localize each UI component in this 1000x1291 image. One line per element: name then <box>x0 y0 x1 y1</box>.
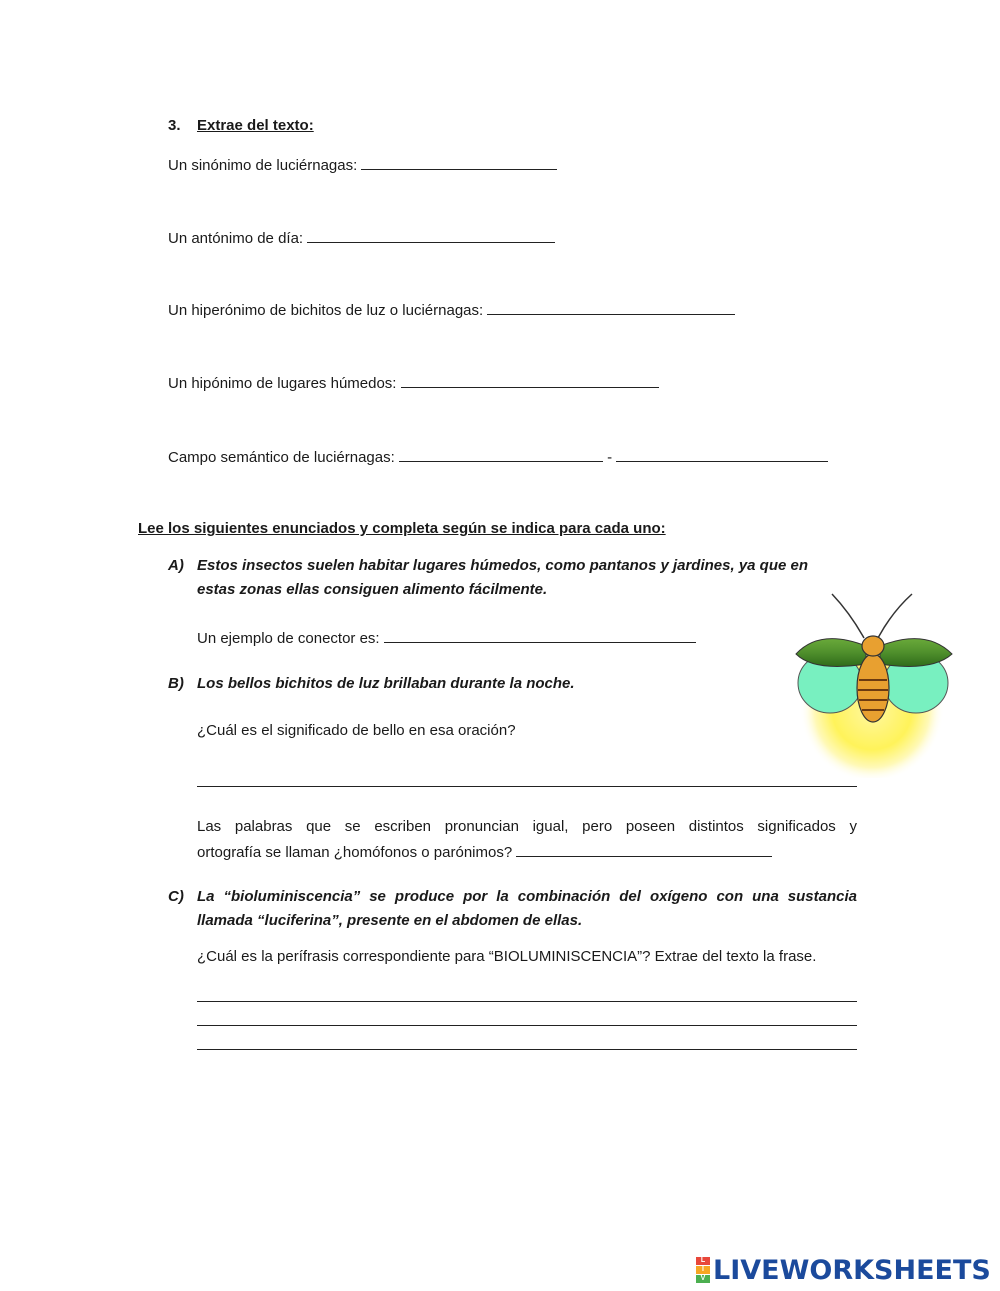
periphrasis-answer-line-2[interactable] <box>197 1025 857 1026</box>
synonym-prompt <box>168 155 557 174</box>
semantic-field-answer-blank-2[interactable] <box>616 447 828 462</box>
liveworksheets-logo <box>696 1253 991 1287</box>
synonym-label: Un sinónimo de luciérnagas: <box>168 157 358 174</box>
item-a-letter: A) <box>168 557 184 574</box>
connector-label: Un ejemplo de conector es: <box>197 630 380 647</box>
hyponym-label: Un hipónimo de lugares húmedos: <box>168 375 397 392</box>
homophone-question-line2: ortografía se llaman ¿homófonos o parónimos? <box>197 844 513 861</box>
hypernym-label: Un hiperónimo de bichitos de luz o luciérnagas: <box>168 302 484 319</box>
item-a-sentence-line1: Estos insectos suelen habitar lugares húmedos, como pantanos y jardines, ya que en <box>197 557 809 574</box>
semantic-field-label: Campo semántico de luciérnagas: <box>168 449 395 466</box>
homophone-question-line2-wrap <box>197 842 772 861</box>
section-number: 3. <box>168 117 181 134</box>
item-c-sentence-line2: llamada “luciferina”, presente en el abdomen de ellas. <box>197 912 583 929</box>
connector-answer-blank[interactable] <box>384 628 696 643</box>
abdomen <box>857 654 889 722</box>
item-c-sentence-line1: La “bioluminiscencia” se produce por la combinación del oxígeno con una sustancia <box>197 888 857 905</box>
firefly-illustration <box>780 588 960 778</box>
semantic-field-dash: - <box>607 449 613 466</box>
section-title: Extrae del texto: <box>197 117 314 134</box>
item-b-letter: B) <box>168 675 184 692</box>
hyponym-prompt <box>168 373 659 392</box>
periphrasis-question: ¿Cuál es la perífrasis correspondiente para “BIOLUMINISCENCIA”? Extrae del texto la frase. <box>197 948 817 965</box>
item-a-sentence-line2: estas zonas ellas consiguen alimento fácilmente. <box>197 581 548 598</box>
connector-prompt <box>197 628 696 647</box>
logo-badge-letter: V <box>696 1275 710 1283</box>
hyponym-answer-blank[interactable] <box>401 373 659 388</box>
firefly-head <box>862 636 884 656</box>
meaning-answer-line[interactable] <box>197 786 857 787</box>
meaning-question: ¿Cuál es el significado de bello en esa oración? <box>197 722 516 739</box>
hypernym-answer-blank[interactable] <box>487 300 735 315</box>
periphrasis-answer-line-3[interactable] <box>197 1049 857 1050</box>
logo-badge-letter: I <box>696 1266 710 1274</box>
homophone-answer-blank[interactable] <box>516 842 772 857</box>
synonym-answer-blank[interactable] <box>361 155 557 170</box>
antonym-label: Un antónimo de día: <box>168 230 304 247</box>
semantic-field-answer-blank-1[interactable] <box>399 447 603 462</box>
logo-badge-letter: L <box>696 1257 710 1265</box>
periphrasis-answer-line-1[interactable] <box>197 1001 857 1002</box>
homophone-question-line1: Las palabras que se escriben pronuncian igual, pero poseen distintos significados y <box>197 818 857 835</box>
item-c-letter: C) <box>168 888 184 905</box>
item-b-sentence: Los bellos bichitos de luz brillaban durante la noche. <box>197 675 575 692</box>
logo-badge <box>696 1257 710 1284</box>
semantic-field-prompt <box>168 447 828 466</box>
hypernym-prompt <box>168 300 735 319</box>
antonym-answer-blank[interactable] <box>307 228 555 243</box>
antonym-prompt <box>168 228 555 247</box>
logo-text: LIVEWORKSHEETS <box>713 1254 991 1286</box>
forewing-right <box>880 639 952 667</box>
antenna-right <box>878 594 912 638</box>
instructions-heading: Lee los siguientes enunciados y completa según se indica para cada uno: <box>138 520 666 537</box>
antenna-left <box>832 594 864 638</box>
